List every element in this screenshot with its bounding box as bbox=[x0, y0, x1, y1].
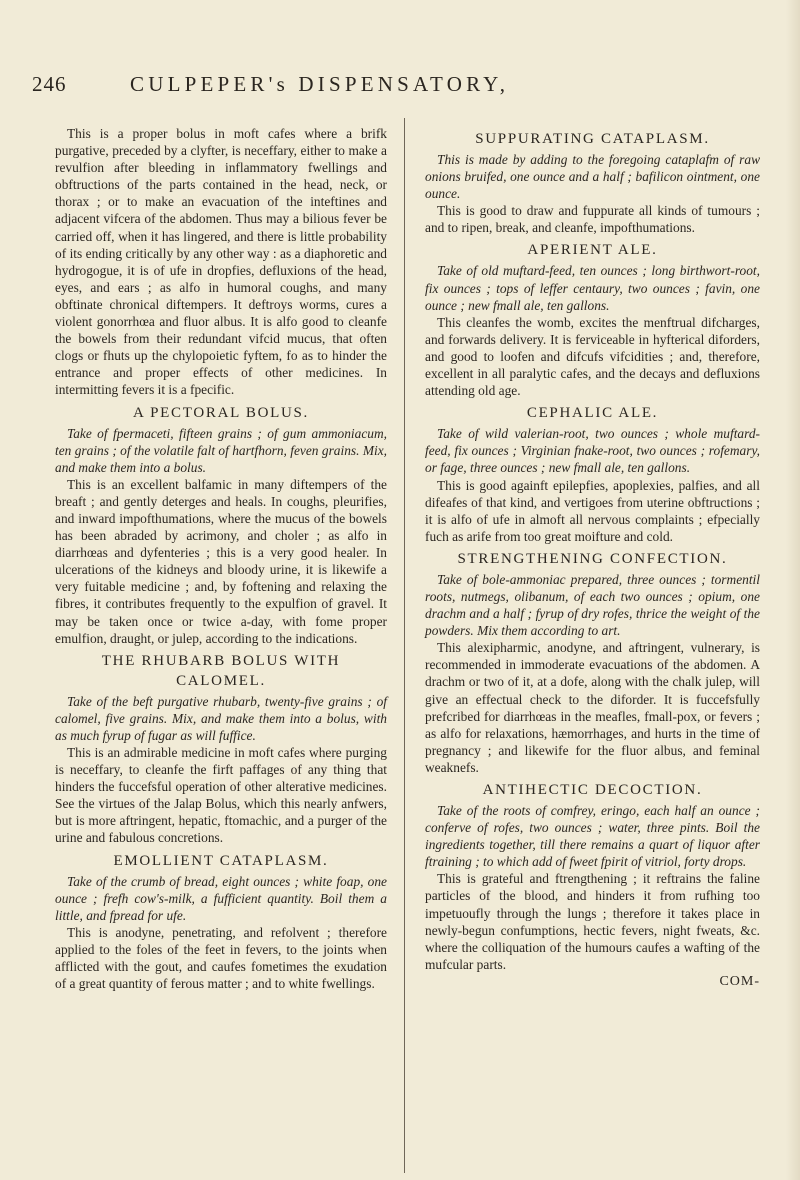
recipe-paragraph: Take of the roots of comfrey, eringo, each half an ounce ; conferve of rofes, two ounces ; water, three pints. Boil the ingredients together, till there remains a quart of liquor after ftraining ; to which add of fweet fpirit of vitriol, forty drops. bbox=[425, 803, 760, 870]
body-paragraph: This is good againft epilepfies, apoplexies, palfies, and all difeafes of that kind, and vertigoes from uterine obftructions ; it is alfo of ufe in almoft all nervous complaints ; efpecially fuch as arife from too great moifture and cold. bbox=[425, 477, 760, 544]
left-column bbox=[55, 125, 387, 992]
body-paragraph: This is good to draw and fuppurate all kinds of tumours ; and to ripen, break, and cleanfe, impofthumations. bbox=[425, 203, 760, 236]
section-heading: EMOLLIENT CATAPLASM. bbox=[113, 852, 329, 869]
body-paragraph: This is an admirable medicine in moft cafes where purging is neceffary, to cleanfe the firft paffages of any thing that hinders the fuccefsful operation of other alterative medicines. See the virtues of the Jalap Bolus, which this nearly anfwers, but is more aftringent, hepatic, ftomachic, and a purger of the urine and fabulous concretions. bbox=[55, 745, 387, 846]
section-heading: STRENGTHENING CONFECTION. bbox=[457, 550, 728, 567]
catchword: COM- bbox=[719, 973, 760, 989]
recipe-paragraph: Take of wild valerian-root, two ounces ; whole muftard-feed, fix ounces ; Virginian fnake-root, two ounces ; rofemary, or fage, three ounces ; new fmall ale, ten gallons. bbox=[425, 426, 760, 476]
recipe-paragraph: Take of bole-ammoniac prepared, three ounces ; tormentil roots, nutmegs, olibanum, of each two ounces ; opium, one drachm and a half ; fyrup of dry rofes, thrice the weight of the powders. Mix them according to art. bbox=[425, 571, 760, 639]
body-paragraph: This is grateful and ftrengthening ; it reftrains the faline particles of the blood, and hinders it from rufhing too impetuoufly through the lungs ; therefore it takes place in newly-begun confumptions, hectic fevers, night fweats, &c. where the colliquation of the humours caufes a wafting of the mufcular parts. bbox=[425, 871, 760, 972]
section-heading: SUPPURATING CATAPLASM. bbox=[475, 131, 710, 147]
recipe-paragraph: Take of fpermaceti, fifteen grains ; of gum ammoniacum, ten grains ; of the volatile falt of hartfhorn, feven grains. Mix, and make them into a bolus. bbox=[55, 425, 387, 475]
section-heading: CEPHALIC ALE. bbox=[526, 405, 659, 422]
recipe-paragraph: This is made by adding to the foregoing cataplafm of raw onions bruifed, one ounce and a half ; bafilicon ointment, one ounce. bbox=[425, 152, 760, 202]
section-heading: APERIENT ALE. bbox=[527, 242, 658, 259]
section-heading: A PECTORAL BOLUS. bbox=[132, 404, 309, 421]
page-edge-shading bbox=[786, 0, 800, 1180]
page-header bbox=[0, 72, 800, 102]
body-paragraph: This is a proper bolus in moft cafes where a brifk purgative, preceded by a clyfter, is neceffary, either to make a revulfion after bleeding in inflammatory fwellings and obftructions of the parts contained in the head, neck, or thorax ; or to make an evacuation of the inteftines and adjacent vifcera of the abdomen. Thus may a bilious fever be carried off, when it has lingered, and there is little probability of its ending critically by any other way : as a diaphoretic and hydrogogue, it is of ufe in dropfies, defluxions of the head, eyes, and ears ; as alfo in humoral coughs, and many obftinate chronical diftempers. It deftroys worms, cures a violent gonorrhœa and fluor albus. It is alfo good to cleanfe the bowels from their redundant vifcid mucus, that often clogs or fhuts up the chylopoietic fyftem, fo as to hinder the entrance and proper effects of other medicines. In intermitting fevers it is a fpecific. bbox=[55, 126, 387, 398]
section-heading: ANTIHECTIC DECOCTION. bbox=[482, 782, 703, 798]
body-paragraph: This cleanfes the womb, excites the menftrual difcharges, and forwards delivery. It is ferviceable in hyfterical diforders, and good to loofen and difcufs vifcidities ; and, therefore, excellent in all paralytic cafes, and the decays and defluxions attending old age. bbox=[425, 314, 760, 399]
recipe-paragraph: Take of old muftard-feed, ten ounces ; long birthwort-root, fix ounces ; tops of leffer centaury, two ounces ; favin, one ounce ; new fmall ale, ten gallons. bbox=[425, 263, 760, 313]
running-head: CULPEPER's DISPENSATORY, bbox=[130, 72, 510, 96]
page-number: 246 bbox=[32, 72, 67, 96]
right-column bbox=[425, 125, 760, 990]
recipe-paragraph: Take of the crumb of bread, eight ounces ; white foap, one ounce ; frefh cow's-milk, a fufficient quantity. Boil them a little, and fpread for ufe. bbox=[55, 873, 387, 923]
body-paragraph: This is an excellent balfamic in many diftempers of the breaft ; and gently deterges and heals. In coughs, pleurifies, and inward impofthumations, where the mucus of the bowels has been abraded by acrimony, and choler ; as alfo in diarrhœas and dyfenteries ; this is a very good healer. In ulcerations of the kidneys and bloody urine, it is likewife a very fuitable medicine ; and, by foftening and relaxing the fibres, it contributes frequently to the expulfion of gravel. It may be taken once or twice a-day, with fome proper emulfion, draught, or julep, according to the indications. bbox=[55, 476, 387, 646]
recipe-paragraph: Take of the beft purgative rhubarb, twenty-five grains ; of calomel, five grains. Mix, and make them into a bolus, with as much fyrup of fugar as will fuffice. bbox=[55, 693, 387, 743]
column-divider bbox=[404, 118, 405, 1173]
section-heading: THE RHUBARB BOLUS WITH CALOMEL. bbox=[101, 652, 341, 689]
body-paragraph: This alexipharmic, anodyne, and aftringent, vulnerary, is recommended in immoderate evacuations of the abdomen. A drachm or two of it, at a dofe, along with the chalk julep, will give an effectual check to the diforder. It is fuccefsfully prefcribed for diarrhœas in the meafles, fmall-pox, or fevers ; as alfo for relaxations, hæmorrhages, and hurts in the time of pregnancy ; and likewife for the fluor albus, and feminal weaknefs. bbox=[425, 640, 760, 775]
body-paragraph: This is anodyne, penetrating, and refolvent ; therefore applied to the foles of the feet in fevers, to the joints when afflicted with the gout, and caufes fometimes the exudation of a great quantity of ferous matter ; and to white fwellings. bbox=[55, 924, 387, 992]
